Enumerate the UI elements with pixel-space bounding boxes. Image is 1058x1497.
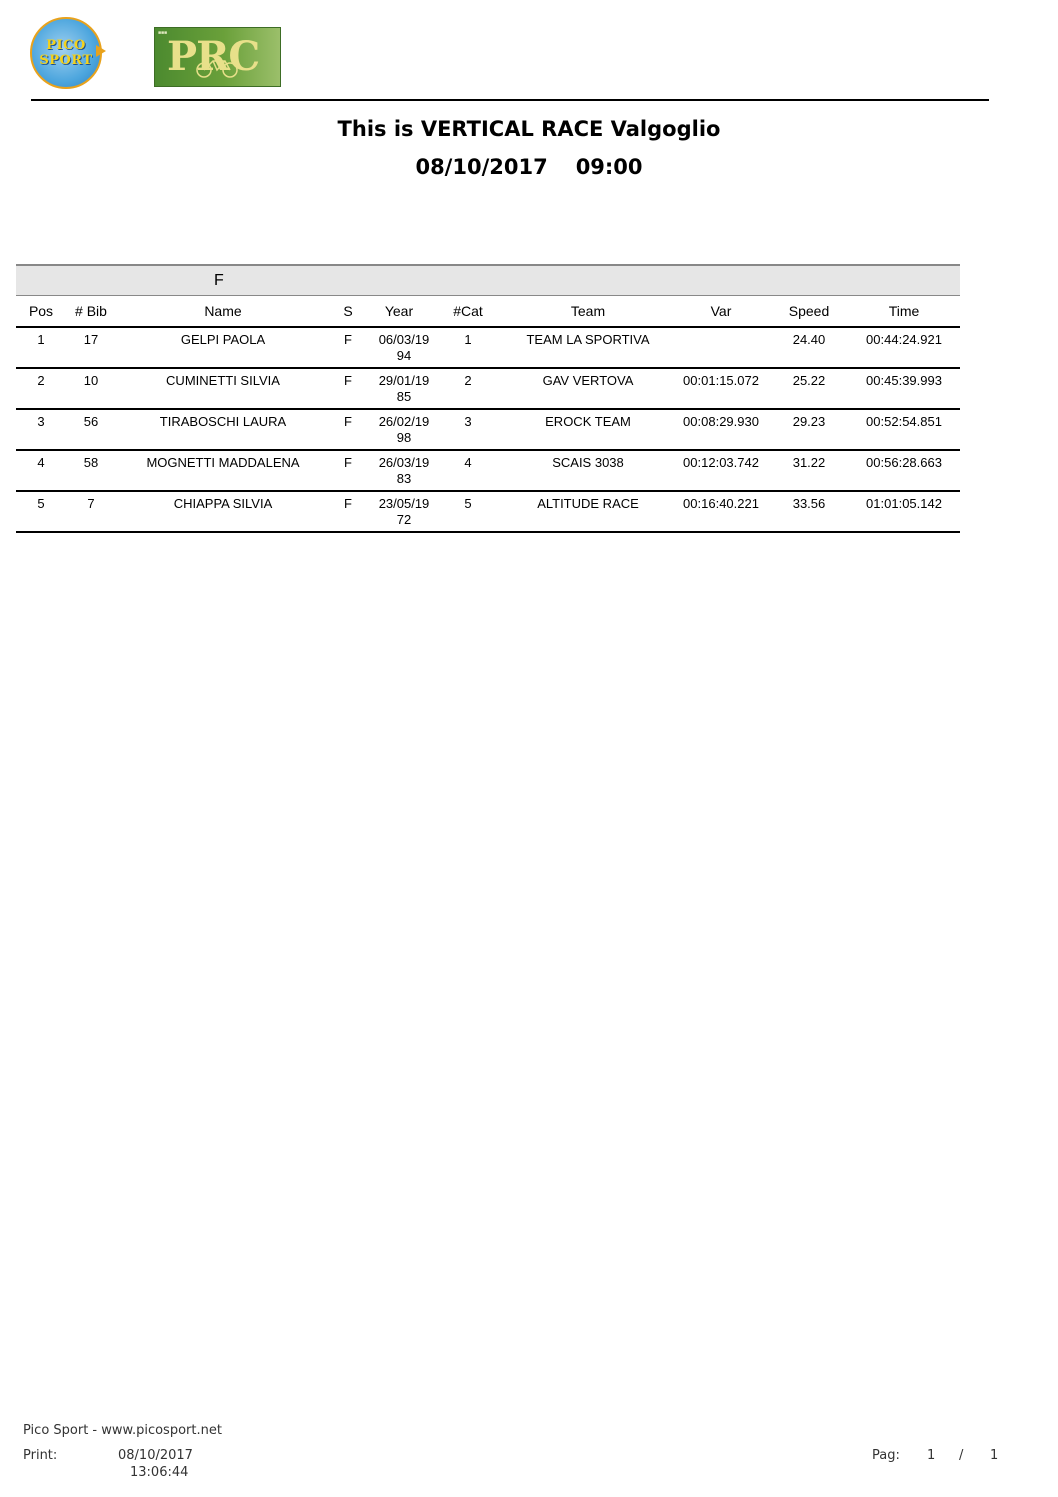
cell-year (366, 491, 432, 532)
cell-year (366, 409, 432, 450)
cell-year-line-2: 94 (396, 348, 412, 363)
category-label: F (214, 272, 224, 289)
cell-name: GELPI PAOLA (180, 332, 266, 347)
cell-sex: F (344, 496, 352, 511)
column-header-var: Var (710, 303, 732, 319)
cell-time: 00:52:54.851 (866, 414, 942, 429)
cell-year-line-1: 29/01/19 (378, 373, 430, 388)
footer-site: Pico Sport - www.picosport.net (23, 1423, 222, 1438)
cell-cat: 1 (464, 332, 472, 347)
footer-print-time: 13:06:44 (130, 1465, 189, 1480)
cell-team: EROCK TEAM (545, 414, 631, 429)
cell-team: ALTITUDE RACE (537, 496, 639, 511)
prc-logo-small-mark: ■■■ (158, 30, 168, 36)
column-header-bib: # Bib (75, 303, 107, 319)
cell-team: TEAM LA SPORTIVA (526, 332, 650, 347)
prc-logo-text: PRC (167, 33, 260, 80)
table-row (16, 368, 960, 409)
cell-time: 00:45:39.993 (866, 373, 942, 388)
cell-speed: 29.23 (792, 414, 826, 429)
cell-name: CUMINETTI SILVIA (166, 373, 280, 388)
table-row (16, 409, 960, 450)
column-header-speed: Speed (788, 303, 830, 319)
cell-cat: 5 (464, 496, 472, 511)
cell-time: 00:44:24.921 (866, 332, 942, 347)
cell-speed: 24.40 (792, 332, 826, 347)
race-date: 08/10/2017 (415, 155, 548, 179)
column-header-cat: #Cat (453, 303, 483, 319)
cell-pos: 2 (37, 373, 45, 388)
cell-name: TIRABOSCHI LAURA (159, 414, 287, 429)
results-table-section (16, 264, 960, 533)
column-header-pos: Pos (28, 303, 54, 319)
table-row (16, 450, 960, 491)
pico-sport-logo-line-2: SPORT (39, 53, 93, 68)
cell-bib: 10 (83, 373, 99, 388)
cell-sex: F (344, 373, 352, 388)
cell-name: MOGNETTI MADDALENA (146, 455, 300, 470)
cell-year (366, 327, 432, 368)
column-header-year: Year (384, 303, 414, 319)
cell-year (366, 450, 432, 491)
cell-year-line-1: 26/03/19 (378, 455, 430, 470)
footer-print-date: 08/10/2017 (118, 1448, 193, 1463)
cell-speed: 25.22 (792, 373, 826, 388)
cell-year-line-2: 98 (396, 430, 412, 445)
cell-pos: 1 (37, 332, 45, 347)
cell-team: GAV VERTOVA (542, 373, 634, 388)
cell-pos: 5 (37, 496, 45, 511)
cell-var: 00:16:40.221 (683, 496, 759, 511)
cell-year-line-2: 83 (396, 471, 412, 486)
prc-logo (154, 27, 281, 87)
cell-bib: 17 (83, 332, 99, 347)
cell-cat: 4 (464, 455, 472, 470)
column-header-team: Team (570, 303, 606, 319)
bicycle-icon (195, 58, 239, 78)
results-table (16, 296, 960, 533)
race-time: 09:00 (575, 155, 643, 179)
cell-year-line-1: 26/02/19 (378, 414, 430, 429)
race-title: This is VERTICAL RACE Valgoglio (337, 117, 721, 141)
cell-team: SCAIS 3038 (552, 455, 624, 470)
footer-print-label: Print: (23, 1448, 58, 1463)
cell-time: 00:56:28.663 (866, 455, 942, 470)
column-header-name: Name (204, 303, 242, 319)
footer-page-label: Pag: (872, 1448, 900, 1463)
cell-time: 01:01:05.142 (866, 496, 942, 511)
column-header-sex: S (343, 303, 353, 319)
cell-pos: 3 (37, 414, 45, 429)
cell-year-line-2: 85 (396, 389, 412, 404)
table-header-row (16, 296, 960, 327)
column-header-time: Time (888, 303, 920, 319)
cell-name: CHIAPPA SILVIA (173, 496, 273, 511)
cell-bib: 58 (83, 455, 99, 470)
cell-var: 00:01:15.072 (683, 373, 759, 388)
footer-page-current: 1 (927, 1448, 936, 1463)
cell-year-line-1: 23/05/19 (378, 496, 430, 511)
footer-page-total: 1 (990, 1448, 999, 1463)
cell-var (672, 327, 770, 368)
cell-speed: 31.22 (792, 455, 826, 470)
table-row (16, 491, 960, 532)
pico-sport-logo-line-1: PICO (46, 38, 86, 53)
cell-var: 00:12:03.742 (683, 455, 759, 470)
cell-cat: 2 (464, 373, 472, 388)
cell-year (366, 368, 432, 409)
cell-pos: 4 (37, 455, 45, 470)
category-header (16, 264, 960, 296)
cell-sex: F (344, 455, 352, 470)
cell-year-line-2: 72 (396, 512, 412, 527)
pico-sport-logo-arrow-icon (96, 45, 106, 57)
cell-sex: F (344, 332, 352, 347)
table-row (16, 327, 960, 368)
footer-page-separator: / (959, 1448, 964, 1463)
cell-year-line-1: 06/03/19 (378, 332, 430, 347)
header-divider (31, 99, 989, 101)
cell-sex: F (344, 414, 352, 429)
race-date-time (0, 155, 1058, 179)
cell-cat: 3 (464, 414, 472, 429)
cell-speed: 33.56 (792, 496, 826, 511)
cell-bib: 56 (83, 414, 99, 429)
cell-bib: 7 (87, 496, 95, 511)
pico-sport-logo (30, 17, 102, 89)
cell-var: 00:08:29.930 (683, 414, 759, 429)
